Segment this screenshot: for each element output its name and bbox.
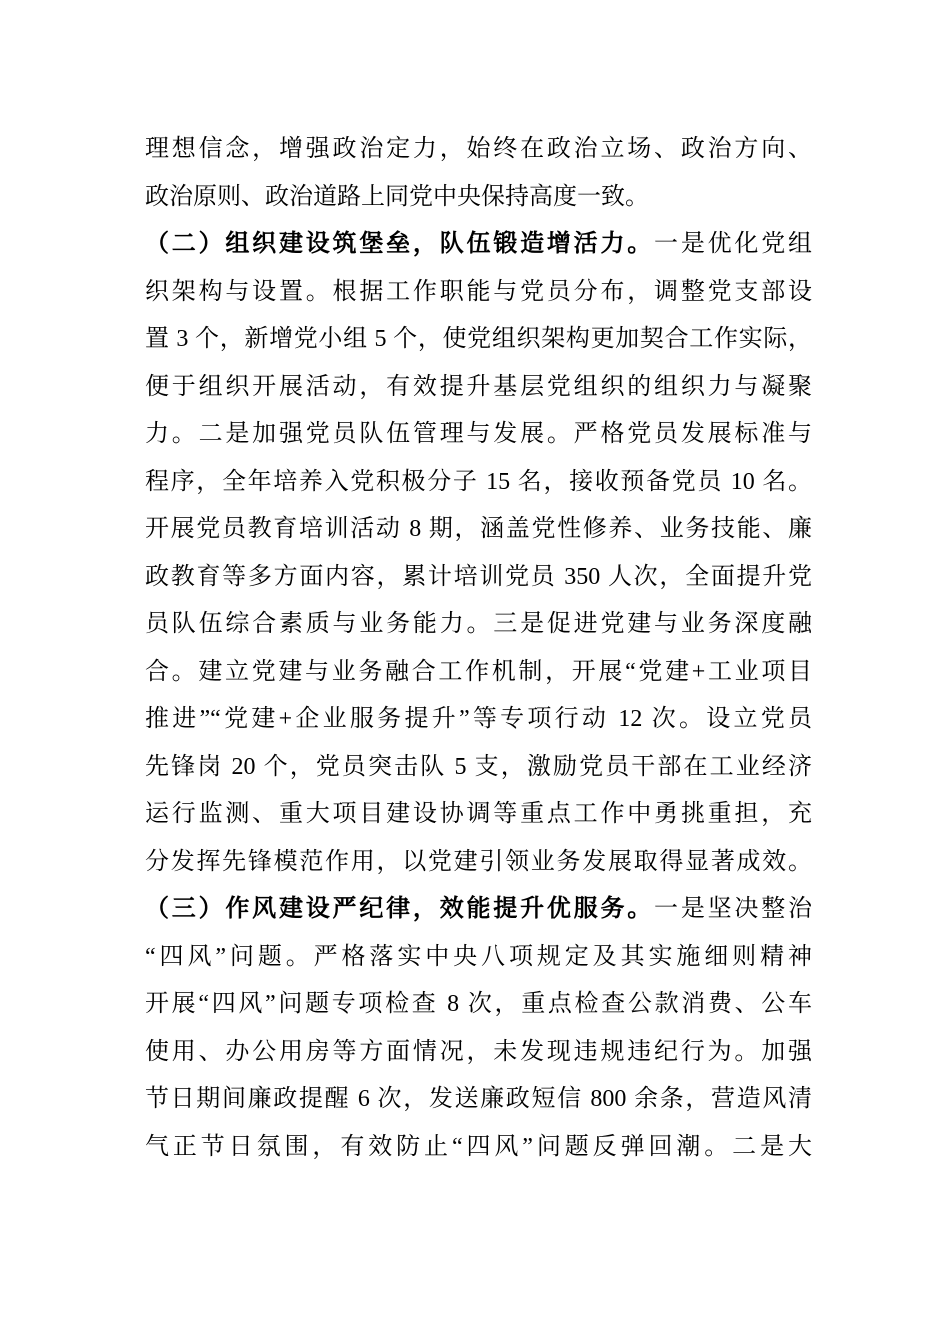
text-line bbox=[145, 221, 812, 269]
body-text: 员队伍综合素质与业务能力。三是促进党建与业务深度融 bbox=[145, 611, 812, 637]
body-text: 分发挥先锋模范作用，以党建引领业务发展取得显著成效。 bbox=[145, 848, 812, 875]
text-line bbox=[145, 1124, 812, 1172]
body-text: 政教育等多方面内容，累计培训党员 350 人次，全面提升党 bbox=[145, 563, 812, 590]
text-line bbox=[145, 554, 812, 602]
text-line bbox=[145, 174, 812, 222]
text-line bbox=[145, 601, 812, 649]
body-text: 推进”“党建+企业服务提升”等专项行动 12 次。设立党员 bbox=[145, 706, 812, 732]
text-line bbox=[145, 696, 812, 744]
text-line bbox=[145, 934, 812, 982]
body-text: 力。二是加强党员队伍管理与发展。严格党员发展标准与 bbox=[145, 421, 812, 447]
body-text: 置 3 个，新增党小组 5 个，使党组织架构更加契合工作实际， bbox=[145, 326, 812, 352]
text-line bbox=[145, 506, 812, 554]
body-text: 节日期间廉政提醒 6 次，发送廉政短信 800 余条，营造风清 bbox=[145, 1086, 812, 1112]
text-line bbox=[145, 316, 812, 364]
text-line bbox=[145, 411, 812, 459]
text-line bbox=[145, 1029, 812, 1077]
text-line bbox=[145, 269, 812, 317]
body-text: 气正节日氛围，有效防止“四风”问题反弹回潮。二是大 bbox=[145, 1133, 812, 1160]
text-line bbox=[145, 1076, 812, 1124]
body-text: 政治原则、政治道路上同党中央保持高度一致。 bbox=[145, 183, 649, 210]
text-line bbox=[145, 459, 812, 507]
text-line bbox=[145, 126, 812, 174]
document-body bbox=[145, 126, 812, 1171]
body-text: 一是优化党组 bbox=[654, 231, 813, 257]
body-text: 一是坚决整治 bbox=[654, 896, 813, 922]
body-text: 理想信念，增强政治定力，始终在政治立场、政治方向、 bbox=[145, 136, 812, 162]
body-text: 合。建立党建与业务融合工作机制，开展“党建+工业项目 bbox=[145, 658, 812, 685]
section-heading: （二）组织建设筑堡垒，队伍锻造增活力。 bbox=[145, 231, 655, 257]
text-line bbox=[145, 649, 812, 697]
text-line bbox=[145, 791, 812, 839]
body-text: 开展党员教育培训活动 8 期，涵盖党性修养、业务技能、廉 bbox=[145, 516, 812, 542]
text-line bbox=[145, 981, 812, 1029]
body-text: 程序，全年培养入党积极分子 15 名，接收预备党员 10 名。 bbox=[145, 468, 812, 495]
body-text: 使用、办公用房等方面情况，未发现违规违纪行为。加强 bbox=[145, 1038, 812, 1065]
text-line bbox=[145, 839, 812, 887]
body-text: “四风”问题。严格落实中央八项规定及其实施细则精神 bbox=[145, 943, 812, 970]
body-text: 先锋岗 20 个，党员突击队 5 支，激励党员干部在工业经济 bbox=[145, 753, 812, 780]
body-text: 开展“四风”问题专项检查 8 次，重点检查公款消费、公车 bbox=[145, 991, 812, 1017]
body-text: 运行监测、重大项目建设协调等重点工作中勇挑重担，充 bbox=[145, 801, 812, 827]
text-line bbox=[145, 886, 812, 934]
body-text: 便于组织开展活动，有效提升基层党组织的组织力与凝聚 bbox=[145, 373, 812, 400]
text-line bbox=[145, 744, 812, 792]
text-line bbox=[145, 364, 812, 412]
body-text: 织架构与设置。根据工作职能与党员分布，调整党支部设 bbox=[145, 278, 812, 305]
section-heading: （三）作风建设严纪律，效能提升优服务。 bbox=[145, 896, 655, 922]
